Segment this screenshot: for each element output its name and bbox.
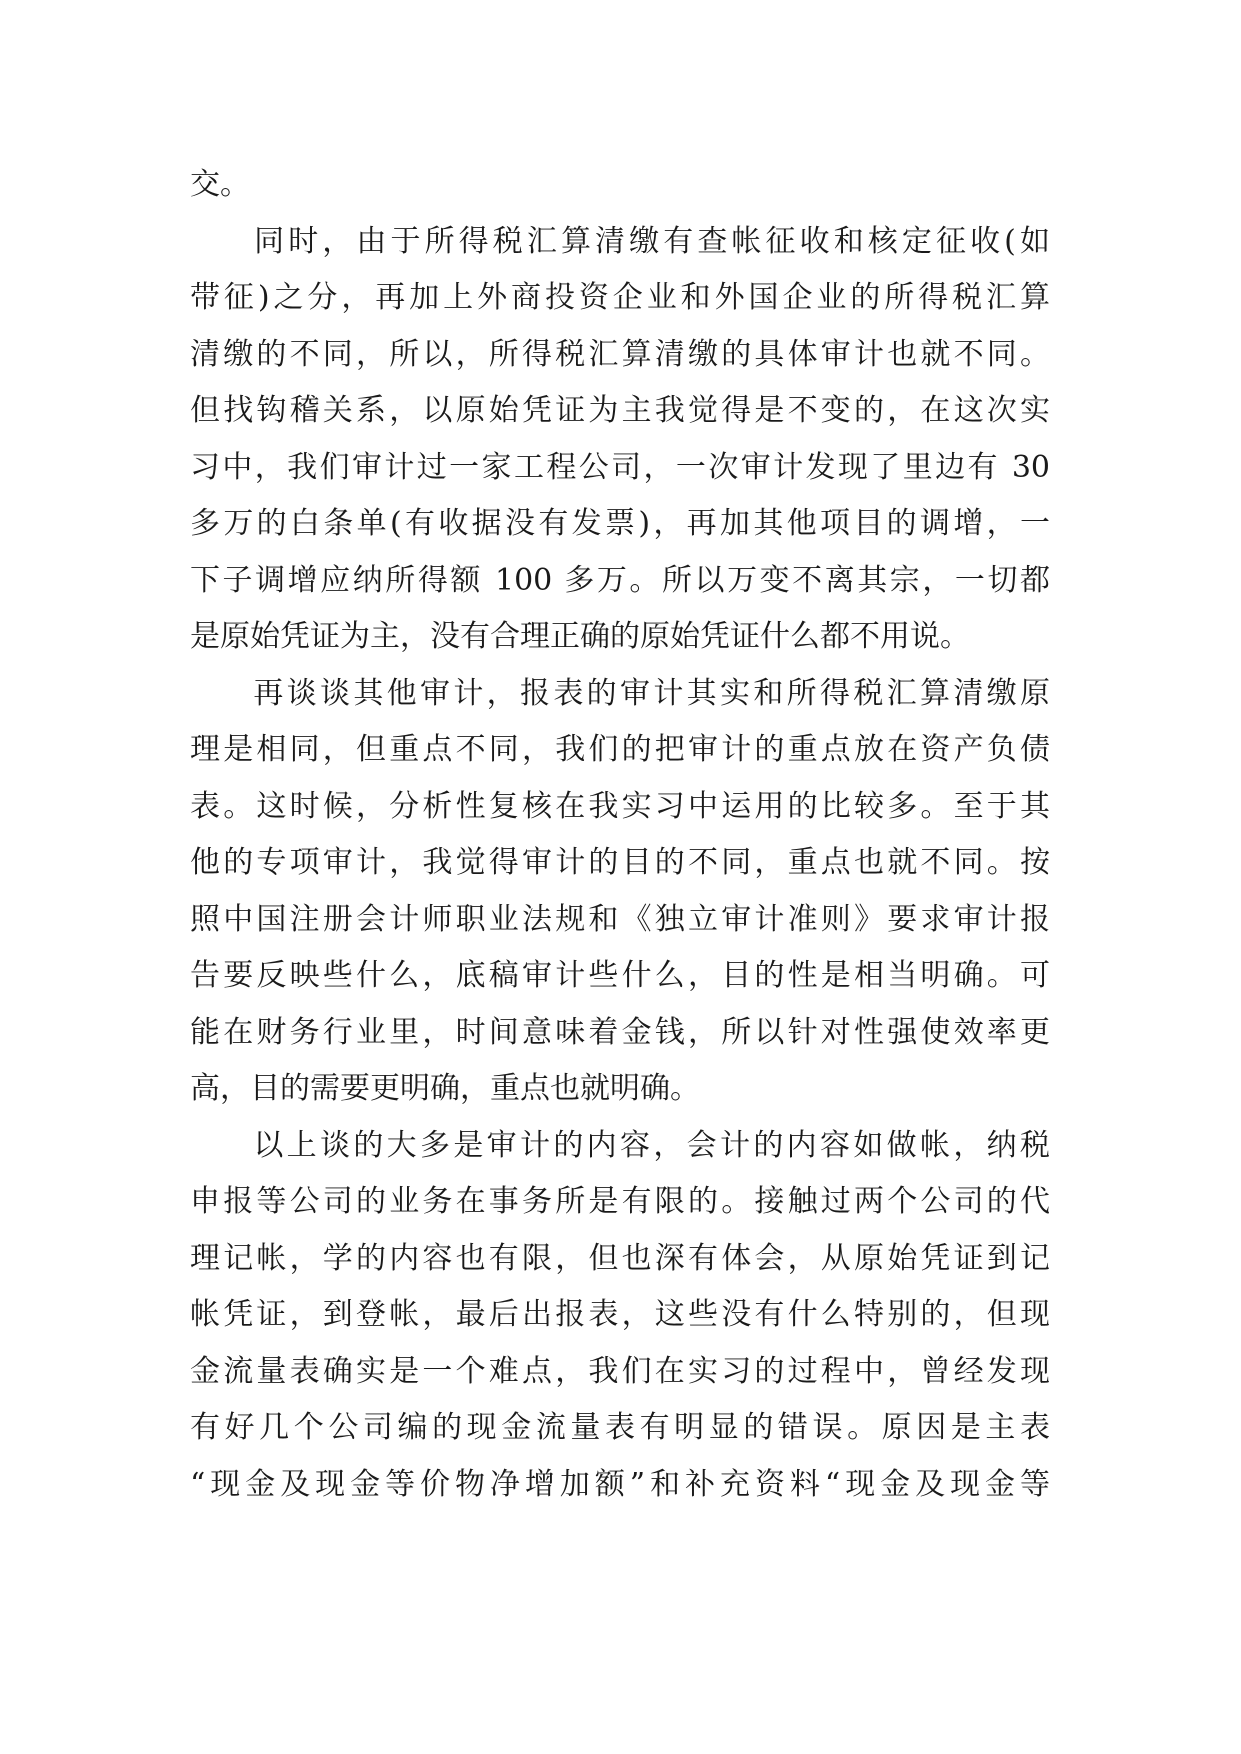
text-line-content: 再谈谈其他审计，报表的审计其实和所得税汇算清缴原 [250, 675, 1050, 711]
text-line-content: 是原始凭证为主，没有合理正确的原始凭证什么都不用说。 [190, 619, 970, 654]
text-line-content: 金流量表确实是一个难点，我们在实习的过程中，曾经发现 [190, 1353, 1050, 1389]
text-line [190, 1013, 1050, 1053]
text-line-content: 习中，我们审计过一家工程公司，一次审计发现了里边有 30 [190, 449, 1050, 485]
text-line [190, 561, 1050, 601]
text-line [190, 730, 1050, 770]
text-line-content: 他的专项审计，我觉得审计的目的不同，重点也就不同。按 [190, 845, 1050, 880]
text-line [190, 674, 1050, 714]
text-line [190, 900, 1050, 940]
text-line [190, 1069, 1050, 1109]
text-line [190, 1352, 1050, 1392]
text-line-content: 交。 [190, 167, 250, 202]
text-line [190, 843, 1050, 883]
text-line-content: 告要反映些什么，底稿审计些什么，目的性是相当明确。可 [190, 958, 1050, 993]
text-line-content: 帐凭证，到登帐，最后出报表，这些没有什么特别的，但现 [190, 1297, 1050, 1332]
text-line [190, 1182, 1050, 1222]
text-line [190, 1408, 1050, 1448]
text-line-content: 照中国注册会计师职业法规和《独立审计准则》要求审计报 [190, 901, 1050, 937]
text-line-content: 下子调增应纳所得额 100 多万。所以万变不离其宗，一切都 [190, 562, 1050, 598]
text-line-content: 带征)之分，再加上外商投资企业和外国企业的所得税汇算 [190, 280, 1050, 315]
text-line [190, 335, 1050, 375]
text-line [190, 617, 1050, 657]
text-line-content: 清缴的不同，所以，所得税汇算清缴的具体审计也就不同。 [190, 336, 1050, 372]
text-line [190, 448, 1050, 488]
text-line [190, 504, 1050, 544]
text-line [190, 1239, 1050, 1279]
text-line [190, 391, 1050, 431]
text-line [190, 278, 1050, 318]
text-line-content: 同时，由于所得税汇算清缴有查帐征收和核定征收(如 [250, 223, 1050, 259]
text-line [190, 1126, 1050, 1166]
text-line [190, 222, 1050, 262]
text-line [190, 787, 1050, 827]
text-line-content: 多万的白条单(有收据没有发票)，再加其他项目的调增，一 [190, 506, 1050, 541]
text-line-content: 但找钩稽关系，以原始凭证为主我觉得是不变的，在这次实 [190, 393, 1050, 428]
text-line-content: 理记帐，学的内容也有限，但也深有体会，从原始凭证到记 [190, 1240, 1050, 1276]
text-line-content: 以上谈的大多是审计的内容，会计的内容如做帐，纳税 [250, 1127, 1050, 1163]
text-line-content: 能在财务行业里，时间意味着金钱，所以针对性强使效率更 [190, 1014, 1050, 1050]
text-line [190, 165, 1050, 205]
text-line-content: 表。这时候，分析性复核在我实习中运用的比较多。至于其 [190, 788, 1050, 824]
text-line-content: 有好几个公司编的现金流量表有明显的错误。原因是主表 [190, 1410, 1050, 1445]
text-line [190, 1295, 1050, 1335]
text-line-content: 申报等公司的业务在事务所是有限的。接触过两个公司的代 [190, 1184, 1050, 1219]
text-line [190, 1465, 1050, 1505]
text-line-content: 理是相同，但重点不同，我们的把审计的重点放在资产负债 [190, 732, 1050, 767]
text-line-content: “现金及现金等价物净增加额”和补充资料“现金及现金等 [190, 1466, 1050, 1502]
text-line-content: 高，目的需要更明确，重点也就明确。 [190, 1071, 700, 1106]
text-line [190, 956, 1050, 996]
